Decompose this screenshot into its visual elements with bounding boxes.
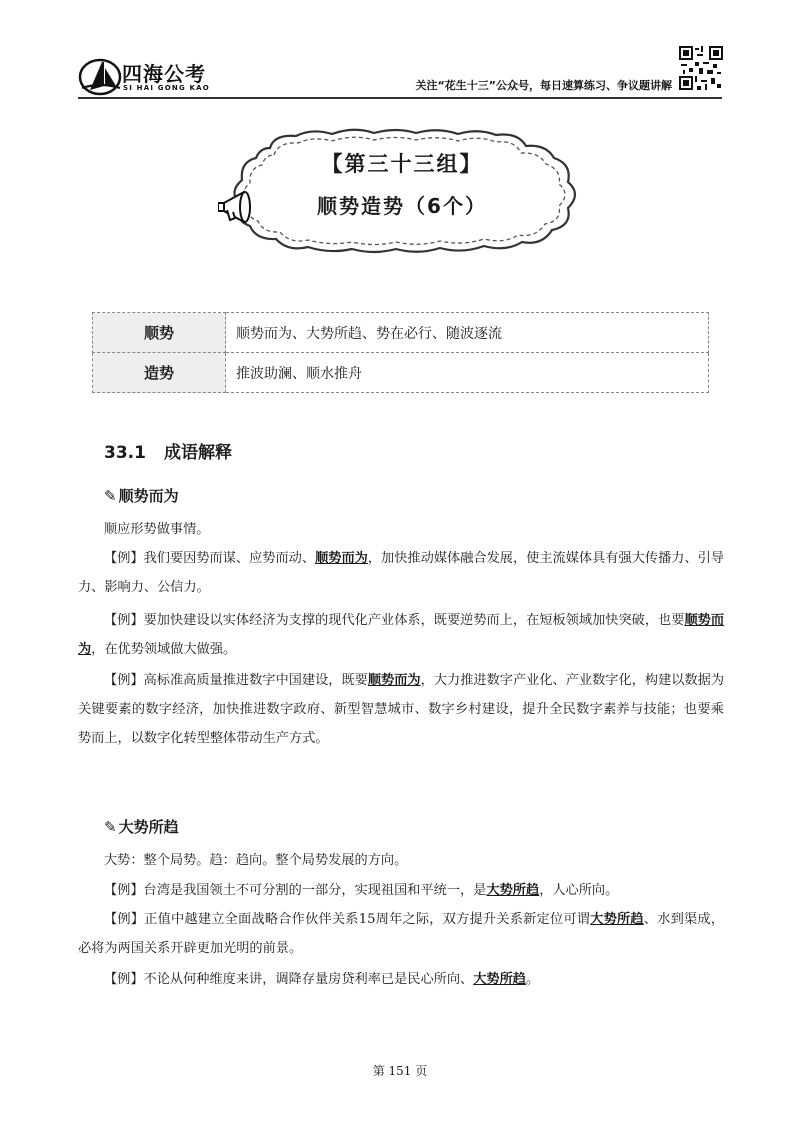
idiom-definition: 大势：整个局势。趋：趋向。整个局势发展的方向。 bbox=[104, 853, 408, 868]
highlighted-idiom: 大势所趋 bbox=[590, 912, 644, 927]
highlighted-idiom: 大势所趋 bbox=[486, 883, 540, 898]
idiom-heading bbox=[104, 485, 179, 506]
group-title: 【第三十三组】 bbox=[321, 152, 483, 176]
section-heading bbox=[104, 438, 232, 463]
example-text: 【例】要加快建设以实体经济为支撑的现代化产业体系，既要逆势而上，在短板领域加快突破，也要 bbox=[104, 613, 685, 628]
example-text: ，加快推动媒体融合发展，使主流媒体具有强大传播力、引导力、影响力、公信力。 bbox=[78, 551, 725, 595]
example-text: 【例】台湾是我国领土不可分割的一部分，实现祖国和平统一，是 bbox=[104, 883, 487, 898]
brand-name: 四海公考 bbox=[122, 62, 206, 86]
example-text: 。 bbox=[526, 972, 540, 987]
idiom-title: 顺势而为 bbox=[118, 487, 179, 505]
table-row bbox=[93, 313, 709, 353]
example-text: ，人心所向。 bbox=[539, 883, 619, 898]
table-row bbox=[93, 353, 709, 393]
qr-code-icon bbox=[679, 46, 723, 90]
example-text: 、水到渠成，必将为两国关系开辟更加光明的前景。 bbox=[78, 912, 725, 956]
example-paragraph bbox=[78, 965, 724, 994]
highlighted-idiom: 顺势而为 bbox=[367, 673, 421, 688]
idioms-cell: 推波助澜、顺水推舟 bbox=[226, 353, 709, 393]
summary-table bbox=[92, 312, 709, 393]
example-text: 【例】正值中越建立全面战略合作伙伴关系15周年之际，双方提升关系新定位可谓 bbox=[104, 912, 591, 927]
example-text: ，在优势领域做大做强。 bbox=[91, 642, 237, 657]
category-cell: 造势 bbox=[93, 353, 226, 393]
example-text: 【例】不论从何种维度来讲，调降存量房贷利率已是民心所向、 bbox=[104, 972, 474, 987]
brand-pinyin: SI HAI GONG KAO bbox=[123, 84, 210, 92]
highlighted-idiom: 顺势而为 bbox=[78, 613, 725, 657]
section-title: 成语解释 bbox=[163, 443, 232, 463]
idiom-definition: 顺应形势做事情。 bbox=[104, 522, 210, 537]
follow-notice: 关注“花生十三”公众号，每日速算练习、争议题讲解 bbox=[415, 79, 672, 92]
example-paragraph bbox=[78, 666, 724, 753]
section-number: 33.1 bbox=[104, 443, 146, 463]
example-paragraph bbox=[78, 905, 724, 963]
group-topic: 顺势造势（6个） bbox=[317, 194, 487, 218]
example-text: 【例】我们要因势而谋、应势而动、 bbox=[104, 551, 316, 566]
category-cell: 顺势 bbox=[93, 313, 226, 353]
highlighted-idiom: 大势所趋 bbox=[473, 972, 526, 987]
idiom-heading bbox=[104, 816, 179, 837]
page-number: 第 151 页 bbox=[372, 1064, 428, 1078]
idioms-cell: 顺势而为、大势所趋、势在必行、随波逐流 bbox=[226, 313, 709, 353]
highlighted-idiom: 顺势而为 bbox=[315, 551, 368, 566]
example-text: ，大力推进数字产业化、产业数字化，构建以数据为关键要素的数字经济，加快推进数字政府、新型智慧城市、数字乡村建设，提升全民数字素养与技能；也要乘势而上，以数字化转型整体带动生产方式。 bbox=[78, 673, 725, 746]
example-text: 【例】高标准高质量推进数字中国建设，既要 bbox=[104, 673, 368, 688]
example-paragraph bbox=[78, 876, 724, 905]
pen-icon: ✎ bbox=[104, 487, 117, 505]
example-paragraph bbox=[78, 544, 724, 602]
group-title-cloud bbox=[212, 128, 592, 256]
example-paragraph bbox=[78, 606, 724, 664]
sihai-logo-icon bbox=[78, 56, 126, 96]
page-header bbox=[0, 0, 800, 110]
idiom-title: 大势所趋 bbox=[118, 818, 179, 836]
pen-icon: ✎ bbox=[104, 818, 117, 836]
header-divider bbox=[78, 97, 722, 99]
